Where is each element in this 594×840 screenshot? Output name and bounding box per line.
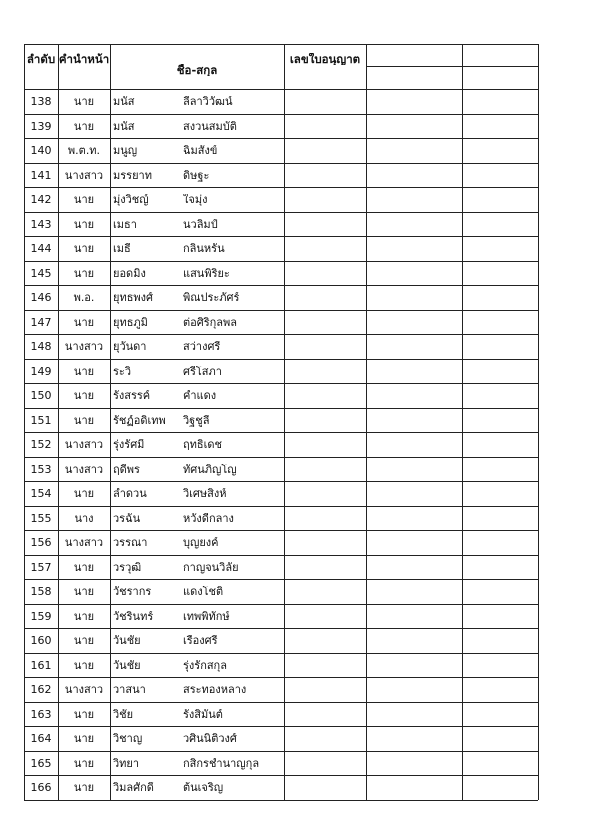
row-prefix: นาย [73, 365, 95, 378]
row-last-name: วิฐชูลี [183, 414, 210, 427]
row-number: 159 [30, 610, 52, 623]
row-prefix: นาย [73, 635, 95, 647]
row-number: 162 [30, 684, 52, 696]
row-last-name: สงวนสมบัติ [183, 120, 237, 133]
table-row [24, 408, 538, 433]
table-row [24, 285, 538, 310]
row-first-name: รังสรรค์ [113, 390, 151, 402]
table-row [24, 726, 538, 751]
grid-line [24, 44, 538, 45]
row-last-name: สระทองหลาง [183, 684, 247, 696]
table-row [24, 604, 538, 629]
table-row [24, 481, 538, 506]
table-row [24, 261, 538, 286]
row-first-name: มนูญ [113, 145, 138, 157]
row-number: 144 [30, 243, 52, 255]
row-number: 140 [30, 145, 52, 157]
row-prefix: นางสาว [64, 463, 104, 476]
row-prefix: นาย [73, 708, 95, 721]
row-first-name: วิมลศักดิ์ [113, 782, 154, 794]
header-number: ลำดับ [26, 53, 56, 65]
table-row [24, 187, 538, 212]
row-last-name: วิเศษสิงห์ [183, 488, 227, 500]
row-prefix: นาย [73, 488, 95, 500]
table-row [24, 579, 538, 604]
row-first-name: วรฉัน [113, 512, 141, 525]
row-number: 161 [30, 659, 52, 672]
row-last-name: ฉิมสังข์ [183, 145, 218, 157]
row-number: 153 [30, 463, 52, 476]
table-row [24, 751, 538, 776]
table-row [24, 506, 538, 531]
row-last-name: ทัศนภิญโญ [183, 463, 237, 476]
table-row [24, 163, 538, 188]
row-prefix: นาย [73, 218, 95, 231]
table-row [24, 359, 538, 384]
row-first-name: วิชัย [113, 708, 134, 721]
row-first-name: วรรณา [113, 537, 148, 549]
row-first-name: ฤดีพร [113, 463, 140, 476]
row-prefix: นาย [73, 561, 95, 574]
table-row [24, 628, 538, 653]
row-number: 155 [30, 512, 52, 525]
row-last-name: ดิษฐะ [183, 169, 210, 182]
table-row [24, 212, 538, 237]
row-first-name: ยอดมิ่ง [113, 267, 146, 280]
row-last-name: ต้นเจริญ [183, 782, 224, 794]
row-first-name: มนัส [113, 96, 135, 108]
row-last-name: กสิกรชำนาญกุล [183, 757, 260, 770]
row-first-name: ยุทธภูมิ [113, 316, 148, 329]
row-first-name: ยุวันดา [113, 341, 147, 353]
grid-line [24, 800, 538, 801]
row-last-name: รังสิมันต์ [183, 708, 223, 721]
row-number: 165 [30, 757, 52, 770]
table-row [24, 653, 538, 678]
row-prefix: นาย [73, 757, 95, 770]
row-number: 160 [30, 635, 52, 647]
row-last-name: รุ่งรักสกุล [183, 659, 227, 672]
row-last-name: กาญจนวิลัย [183, 561, 239, 574]
table-row [24, 310, 538, 335]
row-first-name: วรวุฒิ [113, 561, 142, 574]
row-number: 142 [30, 194, 52, 206]
row-first-name: วันชัย [113, 635, 141, 647]
row-first-name: มุ่งวิชญ์ [113, 194, 149, 206]
row-prefix: นาย [73, 733, 95, 745]
row-last-name: วศินนิติวงศ์ [183, 733, 237, 745]
row-prefix: นาย [73, 586, 95, 598]
row-last-name: นวลิมป์ [183, 218, 218, 231]
row-first-name: ลำดวน [113, 488, 147, 500]
row-number: 156 [30, 537, 52, 549]
row-prefix: นางสาว [64, 439, 104, 451]
row-first-name: วัชรินทร์ [113, 610, 154, 623]
table-row [24, 530, 538, 555]
row-prefix: พ.ต.ท. [67, 145, 101, 157]
row-prefix: นาย [73, 96, 95, 108]
row-prefix: นาย [73, 194, 95, 206]
table-row [24, 138, 538, 163]
row-last-name: ฤทธิเดช [183, 439, 222, 451]
row-last-name: พิณประภัศร์ [183, 292, 240, 304]
row-number: 164 [30, 733, 52, 745]
row-last-name: ศรีโสภา [183, 365, 222, 378]
row-first-name: เมธา [113, 218, 137, 231]
row-number: 151 [30, 414, 52, 427]
row-first-name: มนัส [113, 120, 135, 133]
row-number: 154 [30, 488, 52, 500]
row-last-name: หวังดีกลาง [183, 512, 234, 525]
table-row [24, 236, 538, 261]
table-row [24, 702, 538, 727]
row-last-name: บุญยงค์ [183, 537, 219, 549]
row-last-name: แดงโชติ [183, 586, 224, 598]
row-first-name: รุ่งรัศมิ์ [113, 439, 145, 451]
row-prefix: นาย [73, 316, 95, 329]
row-prefix: นาย [73, 659, 95, 672]
row-prefix: นางสาว [64, 341, 104, 353]
row-prefix: นาย [73, 782, 95, 794]
row-first-name: วันชัย [113, 659, 141, 672]
row-last-name: ลีลาวิวัฒน์ [183, 96, 233, 108]
row-number: 148 [30, 341, 52, 353]
row-number: 146 [30, 292, 52, 304]
table-row [24, 775, 538, 800]
header-full-name: ชื่อ-สกุล [176, 64, 218, 76]
table-row [24, 432, 538, 457]
header-license-number: เลขใบอนุญาต [289, 53, 361, 65]
row-first-name: ระวิ [113, 365, 131, 378]
header-prefix: คำนำหน้า [58, 53, 110, 65]
row-prefix: นาย [73, 267, 95, 280]
row-prefix: พ.อ. [73, 292, 95, 304]
row-number: 139 [30, 120, 52, 133]
table-row [24, 89, 538, 114]
row-prefix: นาย [73, 120, 95, 133]
row-number: 166 [30, 782, 52, 794]
row-first-name: วิทยา [113, 757, 140, 770]
row-first-name: ยุทธพงศ์ [113, 292, 154, 304]
row-number: 147 [30, 316, 52, 329]
row-prefix: นาย [73, 610, 95, 623]
table-row [24, 383, 538, 408]
row-first-name: เมธี [113, 243, 131, 255]
row-number: 149 [30, 365, 52, 378]
table-row [24, 457, 538, 482]
row-prefix: นางสาว [64, 169, 104, 182]
row-number: 152 [30, 439, 52, 451]
row-prefix: นางสาว [64, 537, 104, 549]
row-first-name: มรรยาท [113, 169, 152, 182]
row-first-name: วิชาญ [113, 733, 143, 745]
row-prefix: นาย [73, 243, 95, 255]
table-row [24, 555, 538, 580]
row-number: 143 [30, 218, 52, 231]
row-prefix: นาง [74, 512, 94, 525]
row-number: 141 [30, 169, 52, 182]
row-last-name: คำแดง [183, 390, 217, 402]
row-first-name: วัชรากร [113, 586, 152, 598]
row-number: 138 [30, 96, 52, 108]
row-first-name: รัชฏ์อดิเทพ [113, 414, 166, 427]
license-table [24, 44, 538, 800]
row-number: 150 [30, 390, 52, 402]
row-last-name: ใจมุ่ง [183, 194, 208, 206]
grid-line [366, 66, 538, 67]
row-number: 145 [30, 267, 52, 280]
row-prefix: นาย [73, 390, 95, 402]
row-last-name: สว่างศรี [183, 341, 221, 353]
row-number: 163 [30, 708, 52, 721]
row-number: 157 [30, 561, 52, 574]
row-first-name: วาสนา [113, 684, 146, 696]
row-last-name: เรืองศรี [183, 635, 218, 647]
row-last-name: ต่อศิริกุลพล [183, 316, 238, 329]
table-row [24, 334, 538, 359]
row-prefix: นางสาว [64, 684, 104, 696]
table-row [24, 114, 538, 139]
row-prefix: นาย [73, 414, 95, 427]
grid-line [538, 44, 539, 800]
row-last-name: เทพพิทักษ์ [183, 610, 230, 623]
row-last-name: แสนพิริยะ [183, 267, 230, 280]
row-number: 158 [30, 586, 52, 598]
row-last-name: กลิ่นหรั่น [183, 243, 225, 255]
table-row [24, 677, 538, 702]
